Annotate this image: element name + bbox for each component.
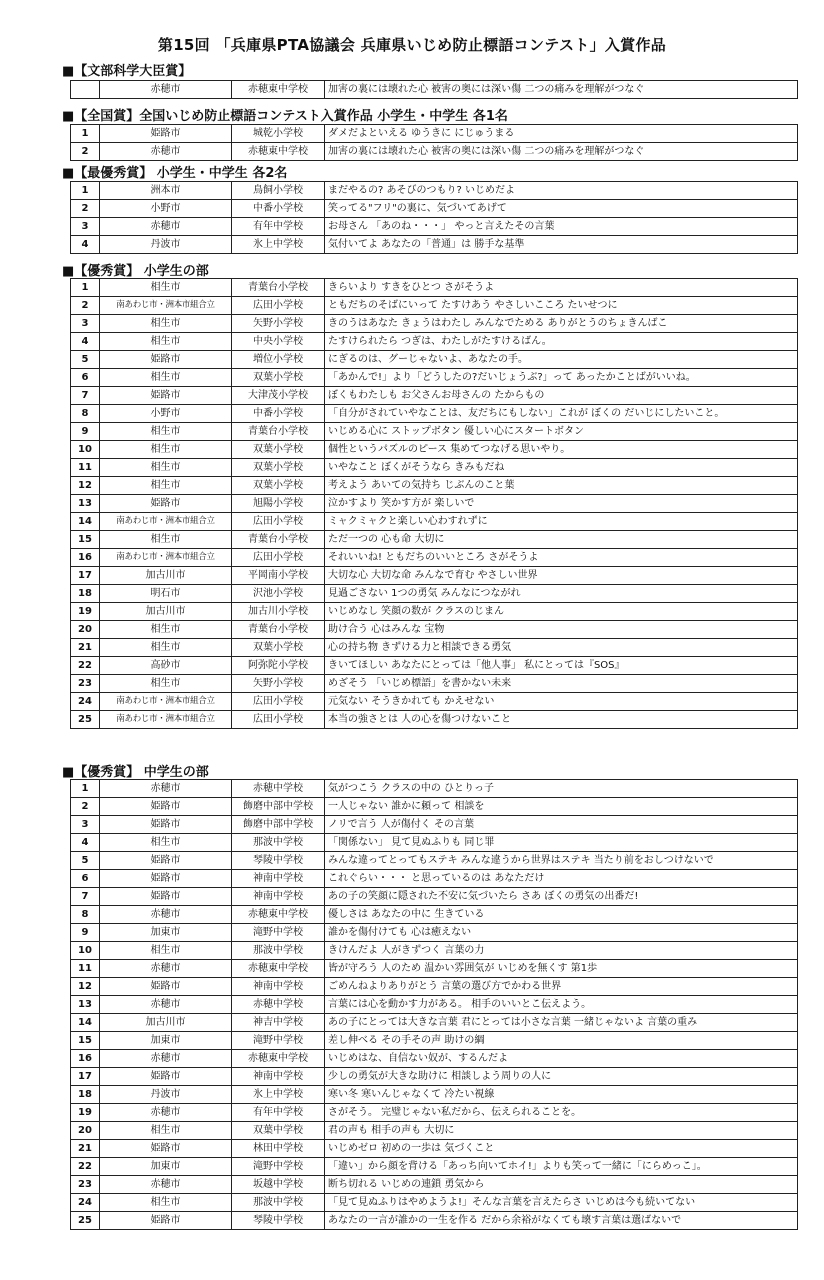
award-table-saiyushu — [70, 181, 798, 254]
table-row — [71, 978, 798, 996]
school-cell: 那波中学校 — [232, 834, 325, 852]
school-cell: 広田小学校 — [232, 513, 325, 531]
award-table-zenkoku — [70, 124, 798, 161]
row-number: 2 — [71, 143, 100, 161]
table-row — [71, 798, 798, 816]
row-number: 4 — [71, 834, 100, 852]
slogan-cell: みんな違ってとってもステキ みんな違うから世界はステキ 当たり前をおしつけないで — [325, 852, 798, 870]
row-number: 23 — [71, 675, 100, 693]
table-row — [71, 477, 798, 495]
school-cell: 赤穂東中学校 — [232, 143, 325, 161]
table-row — [71, 567, 798, 585]
city-cell: 相生市 — [100, 834, 232, 852]
row-number: 21 — [71, 1140, 100, 1158]
table-row — [71, 182, 798, 200]
table-row — [71, 1122, 798, 1140]
school-cell: 神南中学校 — [232, 978, 325, 996]
table-row — [71, 125, 798, 143]
school-cell: 神南中学校 — [232, 870, 325, 888]
slogan-cell: ミャクミャクと楽しい心わすれずに — [325, 513, 798, 531]
row-number: 3 — [71, 218, 100, 236]
city-cell: 丹波市 — [100, 1086, 232, 1104]
table-row — [71, 1032, 798, 1050]
slogan-cell: 加害の裏には壊れた心 被害の奥には深い傷 二つの痛みを理解がつなぐ — [325, 143, 798, 161]
table-row — [71, 513, 798, 531]
row-number: 8 — [71, 906, 100, 924]
row-number: 20 — [71, 621, 100, 639]
city-cell: 南あわじ市・洲本市組合立 — [100, 297, 232, 315]
slogan-cell: あなたの一言が誰かの一生を作る だから余裕がなくても壊す言葉は選ばないで — [325, 1212, 798, 1230]
city-cell: 相生市 — [100, 1194, 232, 1212]
city-cell: 姫路市 — [100, 125, 232, 143]
city-cell: 姫路市 — [100, 852, 232, 870]
table-row — [71, 870, 798, 888]
city-cell: 姫路市 — [100, 1212, 232, 1230]
table-row — [71, 1176, 798, 1194]
school-cell: 赤穂東中学校 — [232, 960, 325, 978]
slogan-cell: 差し伸べる その手その声 助けの綱 — [325, 1032, 798, 1050]
row-number: 12 — [71, 978, 100, 996]
city-cell: 姫路市 — [100, 978, 232, 996]
row-number: 18 — [71, 1086, 100, 1104]
slogan-cell: 元気ない そうきかれても かえせない — [325, 693, 798, 711]
slogan-cell: さがそう。 完璧じゃない私だから、伝えられることを。 — [325, 1104, 798, 1122]
city-cell: 明石市 — [100, 585, 232, 603]
row-number: 11 — [71, 459, 100, 477]
row-number: 14 — [71, 513, 100, 531]
row-number: 6 — [71, 369, 100, 387]
slogan-cell: きいてほしい あなたにとっては「他人事」 私にとっては『SOS』 — [325, 657, 798, 675]
slogan-cell: いじめはな、自信ない奴が、するんだよ — [325, 1050, 798, 1068]
table-row — [71, 780, 798, 798]
city-cell: 相生市 — [100, 459, 232, 477]
school-cell: 滝野中学校 — [232, 1158, 325, 1176]
table-row — [71, 675, 798, 693]
row-number: 22 — [71, 1158, 100, 1176]
school-cell: 青葉台小学校 — [232, 531, 325, 549]
school-cell: 阿弥陀小学校 — [232, 657, 325, 675]
city-cell: 加東市 — [100, 1032, 232, 1050]
row-number: 13 — [71, 495, 100, 513]
table-row — [71, 423, 798, 441]
school-cell: 氷上中学校 — [232, 1086, 325, 1104]
school-cell: 坂越中学校 — [232, 1176, 325, 1194]
slogan-cell: 皆が守ろう 人のため 温かい雰囲気が いじめを無くす 第1歩 — [325, 960, 798, 978]
slogan-cell: にぎるのは、グーじゃないよ、あなたの手。 — [325, 351, 798, 369]
table-row — [71, 441, 798, 459]
row-number: 13 — [71, 996, 100, 1014]
city-cell: 相生市 — [100, 315, 232, 333]
city-cell: 相生市 — [100, 477, 232, 495]
table-row — [71, 1086, 798, 1104]
row-number: 16 — [71, 549, 100, 567]
row-number: 21 — [71, 639, 100, 657]
school-cell: 中番小学校 — [232, 200, 325, 218]
slogan-cell: 笑ってる"フリ"の裏に、気づいてあげて — [325, 200, 798, 218]
row-number: 2 — [71, 798, 100, 816]
slogan-cell: 少しの勇気が大きな助けに 相談しよう周りの人に — [325, 1068, 798, 1086]
city-cell: 赤穂市 — [100, 1104, 232, 1122]
city-cell: 丹波市 — [100, 236, 232, 254]
city-cell: 赤穂市 — [100, 906, 232, 924]
slogan-cell: ともだちのそばにいって たすけあう やさしいこころ たいせつに — [325, 297, 798, 315]
table-row — [71, 531, 798, 549]
section-heading-monbu: ■【文部科学大臣賞】 — [62, 64, 192, 79]
city-cell: 赤穂市 — [100, 1176, 232, 1194]
city-cell: 姫路市 — [100, 798, 232, 816]
school-cell: 中央小学校 — [232, 333, 325, 351]
slogan-cell: ただ一つの 心も命 大切に — [325, 531, 798, 549]
slogan-cell: あの子にとっては大きな言葉 君にとっては小さな言葉 一緒じゃないよ 言葉の重み — [325, 1014, 798, 1032]
slogan-cell: ダメだよといえる ゆうきに にじゅうまる — [325, 125, 798, 143]
school-cell: 琴陵中学校 — [232, 1212, 325, 1230]
slogan-cell: いじめる心に ストップボタン 優しい心にスタートボタン — [325, 423, 798, 441]
award-table-yushu-sho — [70, 278, 798, 729]
school-cell: 青葉台小学校 — [232, 423, 325, 441]
table-row — [71, 1104, 798, 1122]
table-row — [71, 888, 798, 906]
table-row — [71, 549, 798, 567]
slogan-cell: 見過ごさない 1つの勇気 みんなにつながれ — [325, 585, 798, 603]
row-number: 17 — [71, 567, 100, 585]
school-cell: 飾磨中部中学校 — [232, 816, 325, 834]
school-cell: 大津茂小学校 — [232, 387, 325, 405]
school-cell: 有年中学校 — [232, 218, 325, 236]
table-row — [71, 200, 798, 218]
city-cell: 赤穂市 — [100, 780, 232, 798]
row-number: 11 — [71, 960, 100, 978]
city-cell: 姫路市 — [100, 495, 232, 513]
city-cell: 相生市 — [100, 639, 232, 657]
table-row — [71, 351, 798, 369]
school-cell: 中番小学校 — [232, 405, 325, 423]
table-row — [71, 1050, 798, 1068]
slogan-cell: 優しさは あなたの中に 生きている — [325, 906, 798, 924]
table-row — [71, 585, 798, 603]
row-number: 9 — [71, 423, 100, 441]
row-number: 7 — [71, 387, 100, 405]
slogan-cell: 大切な心 大切な命 みんなで育む やさしい世界 — [325, 567, 798, 585]
city-cell: 小野市 — [100, 405, 232, 423]
school-cell: 神南中学校 — [232, 888, 325, 906]
slogan-cell: あの子の笑顔に隠された不安に気づいたら さあ ぼくの勇気の出番だ! — [325, 888, 798, 906]
row-number: 24 — [71, 1194, 100, 1212]
city-cell: 相生市 — [100, 621, 232, 639]
city-cell: 相生市 — [100, 441, 232, 459]
city-cell: 加古川市 — [100, 567, 232, 585]
award-table-monbu — [70, 80, 798, 99]
slogan-cell: まだやるの? あそびのつもり? いじめだよ — [325, 182, 798, 200]
row-number: 1 — [71, 125, 100, 143]
school-cell: 矢野小学校 — [232, 675, 325, 693]
row-number: 3 — [71, 816, 100, 834]
school-cell: 赤穂中学校 — [232, 780, 325, 798]
row-number: 25 — [71, 1212, 100, 1230]
city-cell: 赤穂市 — [100, 1050, 232, 1068]
city-cell: 相生市 — [100, 675, 232, 693]
row-number: 4 — [71, 236, 100, 254]
section-heading-yushu-chu: ■【優秀賞】 中学生の部 — [62, 765, 209, 780]
school-cell: 飾磨中部中学校 — [232, 798, 325, 816]
row-number: 16 — [71, 1050, 100, 1068]
school-cell: 城乾小学校 — [232, 125, 325, 143]
row-number: 12 — [71, 477, 100, 495]
school-cell: 神吉中学校 — [232, 1014, 325, 1032]
school-cell: 広田小学校 — [232, 297, 325, 315]
row-number: 5 — [71, 351, 100, 369]
table-row — [71, 711, 798, 729]
slogan-cell: きらいより すきをひとつ さがそうよ — [325, 279, 798, 297]
city-cell: 小野市 — [100, 200, 232, 218]
school-cell: 那波中学校 — [232, 1194, 325, 1212]
table-row — [71, 279, 798, 297]
school-cell: 琴陵中学校 — [232, 852, 325, 870]
school-cell: 有年中学校 — [232, 1104, 325, 1122]
school-cell: 赤穂東中学校 — [232, 1050, 325, 1068]
slogan-cell: 泣かすより 笑かす方が 楽しいで — [325, 495, 798, 513]
slogan-cell: 気付いてよ あなたの「普通」は 勝手な基準 — [325, 236, 798, 254]
school-cell: 双葉小学校 — [232, 477, 325, 495]
row-number: 25 — [71, 711, 100, 729]
slogan-cell: きけんだよ 人がきずつく 言葉の力 — [325, 942, 798, 960]
slogan-cell: 「見て見ぬふりはやめようよ!」そんな言葉を言えたらさ いじめは今も続いてない — [325, 1194, 798, 1212]
row-number: 20 — [71, 1122, 100, 1140]
school-cell: 鳥飼小学校 — [232, 182, 325, 200]
table-row — [71, 333, 798, 351]
row-number: 2 — [71, 297, 100, 315]
slogan-cell: 考えよう あいての気持ち じぶんのこと葉 — [325, 477, 798, 495]
table-row — [71, 1212, 798, 1230]
row-number: 2 — [71, 200, 100, 218]
city-cell: 姫路市 — [100, 888, 232, 906]
city-cell: 相生市 — [100, 333, 232, 351]
page-title: 第15回 「兵庫県PTA協議会 兵庫県いじめ防止標語コンテスト」入賞作品 — [157, 36, 667, 54]
city-cell: 高砂市 — [100, 657, 232, 675]
city-cell: 赤穂市 — [100, 143, 232, 161]
row-number: 8 — [71, 405, 100, 423]
row-number: 15 — [71, 1032, 100, 1050]
school-cell: 双葉小学校 — [232, 639, 325, 657]
city-cell: 姫路市 — [100, 387, 232, 405]
school-cell: 氷上中学校 — [232, 236, 325, 254]
slogan-cell: 君の声も 相手の声も 大切に — [325, 1122, 798, 1140]
table-row — [71, 315, 798, 333]
city-cell: 相生市 — [100, 942, 232, 960]
school-cell: 青葉台小学校 — [232, 279, 325, 297]
table-row — [71, 369, 798, 387]
city-cell: 赤穂市 — [100, 218, 232, 236]
city-cell: 南あわじ市・洲本市組合立 — [100, 513, 232, 531]
school-cell: 赤穂中学校 — [232, 996, 325, 1014]
city-cell: 南あわじ市・洲本市組合立 — [100, 693, 232, 711]
slogan-cell: 心の持ち物 きずける力と相談できる勇気 — [325, 639, 798, 657]
table-row — [71, 1194, 798, 1212]
row-number: 10 — [71, 441, 100, 459]
slogan-cell: 個性というパズルのピース 集めてつなげる思いやり。 — [325, 441, 798, 459]
table-row — [71, 236, 798, 254]
city-cell: 姫路市 — [100, 1068, 232, 1086]
school-cell: 旭陽小学校 — [232, 495, 325, 513]
school-cell: 双葉小学校 — [232, 441, 325, 459]
row-number: 24 — [71, 693, 100, 711]
city-cell: 相生市 — [100, 531, 232, 549]
school-cell: 双葉中学校 — [232, 1122, 325, 1140]
school-cell: 広田小学校 — [232, 693, 325, 711]
table-row — [71, 459, 798, 477]
row-number: 10 — [71, 942, 100, 960]
city-cell: 赤穂市 — [100, 996, 232, 1014]
school-cell: 赤穂東中学校 — [232, 81, 325, 99]
slogan-cell: 「自分がされていやなことは、友だちにもしない」これが ぼくの だいじにしたいこと。 — [325, 405, 798, 423]
row-number — [71, 81, 100, 99]
table-row — [71, 816, 798, 834]
city-cell: 姫路市 — [100, 1140, 232, 1158]
slogan-cell: お母さん 「あのね・・・」 やっと言えたその言葉 — [325, 218, 798, 236]
city-cell: 赤穂市 — [100, 81, 232, 99]
slogan-cell: いじめなし 笑顔の数が クラスのじまん — [325, 603, 798, 621]
table-row — [71, 639, 798, 657]
school-cell: 神南中学校 — [232, 1068, 325, 1086]
row-number: 6 — [71, 870, 100, 888]
table-row — [71, 621, 798, 639]
slogan-cell: 寒い冬 寒いんじゃなくて 冷たい視線 — [325, 1086, 798, 1104]
slogan-cell: きのうはあなた きょうはわたし みんなでためる ありがとうのちょきんばこ — [325, 315, 798, 333]
city-cell: 姫路市 — [100, 351, 232, 369]
table-row — [71, 603, 798, 621]
school-cell: 滝野中学校 — [232, 924, 325, 942]
section-heading-zenkoku: ■【全国賞】全国いじめ防止標語コンテスト入賞作品 小学生・中学生 各1名 — [62, 109, 508, 124]
slogan-cell: 気がつこう クラスの中の ひとりっ子 — [325, 780, 798, 798]
city-cell: 加古川市 — [100, 603, 232, 621]
city-cell: 相生市 — [100, 279, 232, 297]
slogan-cell: 本当の強さとは 人の心を傷つけないこと — [325, 711, 798, 729]
school-cell: 滝野中学校 — [232, 1032, 325, 1050]
city-cell: 相生市 — [100, 423, 232, 441]
row-number: 9 — [71, 924, 100, 942]
school-cell: 双葉小学校 — [232, 369, 325, 387]
slogan-cell: 言葉には心を動かす力がある。 相手のいいとこ伝えよう。 — [325, 996, 798, 1014]
slogan-cell: 「関係ない」 見て見ぬふりも 同じ罪 — [325, 834, 798, 852]
school-cell: 矢野小学校 — [232, 315, 325, 333]
slogan-cell: いやなこと ぼくがそうなら きみもだね — [325, 459, 798, 477]
section-heading-yushu-sho: ■【優秀賞】 小学生の部 — [62, 264, 209, 279]
city-cell: 加古川市 — [100, 1014, 232, 1032]
row-number: 23 — [71, 1176, 100, 1194]
table-row — [71, 1140, 798, 1158]
table-row — [71, 405, 798, 423]
city-cell: 洲本市 — [100, 182, 232, 200]
slogan-cell: 一人じゃない 誰かに頼って 相談を — [325, 798, 798, 816]
city-cell: 相生市 — [100, 1122, 232, 1140]
table-row — [71, 81, 798, 99]
slogan-cell: いじめゼロ 初めの一歩は 気づくこと — [325, 1140, 798, 1158]
section-heading-saiyushu: ■【最優秀賞】 小学生・中学生 各2名 — [62, 166, 288, 181]
table-row — [71, 852, 798, 870]
slogan-cell: 誰かを傷付けても 心は癒えない — [325, 924, 798, 942]
school-cell: 沢池小学校 — [232, 585, 325, 603]
city-cell: 姫路市 — [100, 870, 232, 888]
table-row — [71, 996, 798, 1014]
city-cell: 南あわじ市・洲本市組合立 — [100, 711, 232, 729]
row-number: 19 — [71, 603, 100, 621]
school-cell: 林田中学校 — [232, 1140, 325, 1158]
table-row — [71, 924, 798, 942]
row-number: 1 — [71, 279, 100, 297]
table-row — [71, 297, 798, 315]
city-cell: 相生市 — [100, 369, 232, 387]
school-cell: 那波中学校 — [232, 942, 325, 960]
table-row — [71, 657, 798, 675]
row-number: 1 — [71, 780, 100, 798]
slogan-cell: 助け合う 心はみんな 宝物 — [325, 621, 798, 639]
row-number: 15 — [71, 531, 100, 549]
slogan-cell: 断ち切れる いじめの連鎖 勇気から — [325, 1176, 798, 1194]
row-number: 19 — [71, 1104, 100, 1122]
city-cell: 南あわじ市・洲本市組合立 — [100, 549, 232, 567]
slogan-cell: たすけられたら つぎは、わたしがたすけるばん。 — [325, 333, 798, 351]
city-cell: 赤穂市 — [100, 960, 232, 978]
table-row — [71, 834, 798, 852]
school-cell: 平岡南小学校 — [232, 567, 325, 585]
row-number: 22 — [71, 657, 100, 675]
slogan-cell: めざそう 「いじめ標語」を書かない未来 — [325, 675, 798, 693]
slogan-cell: ノリで言う 人が傷付く その言葉 — [325, 816, 798, 834]
row-number: 5 — [71, 852, 100, 870]
school-cell: 双葉小学校 — [232, 459, 325, 477]
row-number: 14 — [71, 1014, 100, 1032]
school-cell: 増位小学校 — [232, 351, 325, 369]
row-number: 4 — [71, 333, 100, 351]
slogan-cell: これぐらい・・・ と思っているのは あなただけ — [325, 870, 798, 888]
table-row — [71, 218, 798, 236]
school-cell: 赤穂東中学校 — [232, 906, 325, 924]
city-cell: 加東市 — [100, 1158, 232, 1176]
slogan-cell: ごめんねよりありがとう 言葉の選び方でかわる世界 — [325, 978, 798, 996]
slogan-cell: 「違い」から顔を背ける「あっち向いてホイ!」よりも笑って一緒に「にらめっこ」。 — [325, 1158, 798, 1176]
table-row — [71, 1068, 798, 1086]
table-row — [71, 495, 798, 513]
slogan-cell: 加害の裏には壊れた心 被害の奥には深い傷 二つの痛みを理解がつなぐ — [325, 81, 798, 99]
award-table-yushu-chu — [70, 779, 798, 1230]
school-cell: 青葉台小学校 — [232, 621, 325, 639]
row-number: 18 — [71, 585, 100, 603]
school-cell: 加古川小学校 — [232, 603, 325, 621]
city-cell: 加東市 — [100, 924, 232, 942]
row-number: 7 — [71, 888, 100, 906]
table-row — [71, 960, 798, 978]
school-cell: 広田小学校 — [232, 549, 325, 567]
table-row — [71, 942, 798, 960]
city-cell: 姫路市 — [100, 816, 232, 834]
row-number: 3 — [71, 315, 100, 333]
row-number: 17 — [71, 1068, 100, 1086]
table-row — [71, 693, 798, 711]
table-row — [71, 387, 798, 405]
slogan-cell: それいいね! ともだちのいいところ さがそうよ — [325, 549, 798, 567]
table-row — [71, 143, 798, 161]
table-row — [71, 1158, 798, 1176]
table-row — [71, 906, 798, 924]
slogan-cell: ぼくもわたしも お父さんお母さんの たからもの — [325, 387, 798, 405]
slogan-cell: 「あかんで!」より「どうしたの?だいじょうぶ?」って あったかことばがいいね。 — [325, 369, 798, 387]
row-number: 1 — [71, 182, 100, 200]
school-cell: 広田小学校 — [232, 711, 325, 729]
table-row — [71, 1014, 798, 1032]
